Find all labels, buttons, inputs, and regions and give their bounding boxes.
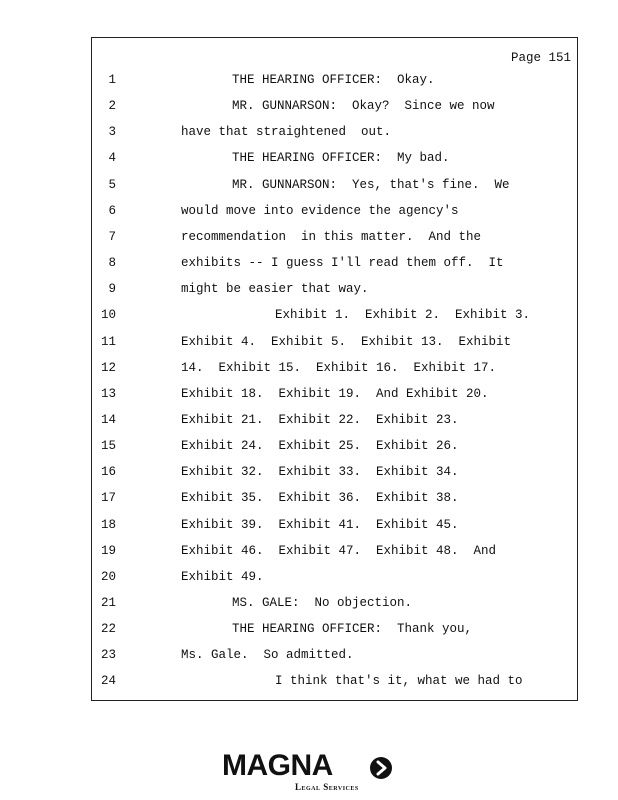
transcript-page	[91, 37, 578, 701]
transcript-line	[92, 125, 577, 143]
line-text: THE HEARING OFFICER: Thank you,	[232, 622, 473, 637]
transcript-line	[92, 151, 577, 169]
line-number: 23	[100, 648, 116, 663]
transcript-line	[92, 335, 577, 353]
line-text: might be easier that way.	[181, 282, 369, 297]
transcript-line	[92, 308, 577, 326]
magna-logo	[222, 750, 397, 794]
transcript-line	[92, 387, 577, 405]
transcript-line	[92, 518, 577, 536]
line-number: 15	[100, 439, 116, 454]
line-text: I think that's it, what we had to	[275, 674, 523, 689]
line-number: 22	[100, 622, 116, 637]
line-number: 24	[100, 674, 116, 689]
line-number: 20	[100, 569, 116, 584]
line-number: 8	[108, 256, 116, 271]
line-number: 16	[100, 465, 116, 480]
line-text: Exhibit 4. Exhibit 5. Exhibit 13. Exhibit	[181, 334, 512, 349]
transcript-line	[92, 178, 577, 196]
line-number: 1	[108, 73, 116, 87]
transcript-line	[92, 465, 577, 483]
transcript-line	[92, 73, 577, 91]
transcript-line	[92, 361, 577, 379]
transcript-line	[92, 674, 577, 692]
line-text: Ms. Gale. So admitted.	[181, 648, 354, 663]
line-number: 2	[108, 99, 116, 114]
page-number: Page 151	[510, 51, 571, 65]
line-number: 5	[108, 177, 116, 192]
line-number: 11	[100, 334, 116, 349]
line-number: 9	[108, 282, 116, 297]
line-text: Exhibit 24. Exhibit 25. Exhibit 26.	[181, 439, 459, 454]
line-text: Exhibit 35. Exhibit 36. Exhibit 38.	[181, 491, 459, 506]
chevron-circle-icon	[370, 757, 392, 779]
transcript-line	[92, 439, 577, 457]
line-number: 4	[108, 151, 116, 166]
transcript-line	[92, 282, 577, 300]
transcript-line	[92, 648, 577, 666]
transcript-line	[92, 622, 577, 640]
line-number: 12	[100, 360, 116, 375]
line-text: THE HEARING OFFICER: Okay.	[232, 73, 435, 87]
line-number: 7	[108, 229, 116, 244]
logo-subtitle: Legal Services	[295, 782, 359, 792]
line-text: would move into evidence the agency's	[181, 203, 459, 218]
line-number: 19	[100, 543, 116, 558]
line-number: 21	[100, 596, 116, 610]
transcript-line	[92, 256, 577, 274]
line-number: 17	[100, 491, 116, 506]
transcript-line	[92, 413, 577, 431]
line-number: 10	[100, 308, 116, 323]
line-text: recommendation in this matter. And the	[181, 229, 482, 244]
logo-wordmark: MAGNA	[222, 749, 333, 782]
line-text: THE HEARING OFFICER: My bad.	[232, 151, 450, 166]
line-number: 14	[100, 412, 116, 427]
line-text: Exhibit 49.	[181, 569, 264, 584]
line-text: Exhibit 46. Exhibit 47. Exhibit 48. And	[181, 543, 497, 558]
transcript-line	[92, 204, 577, 222]
transcript-line	[92, 544, 577, 562]
line-text: Exhibit 32. Exhibit 33. Exhibit 34.	[181, 465, 459, 480]
line-text: MR. GUNNARSON: Okay? Since we now	[232, 99, 495, 114]
line-text: 14. Exhibit 15. Exhibit 16. Exhibit 17.	[181, 360, 497, 375]
transcript-line	[92, 491, 577, 509]
transcript-line	[92, 99, 577, 117]
line-text: MS. GALE: No objection.	[232, 596, 413, 610]
line-text: exhibits -- I guess I'll read them off. It	[181, 256, 504, 271]
line-text: Exhibit 21. Exhibit 22. Exhibit 23.	[181, 412, 459, 427]
line-text: have that straightened out.	[181, 125, 392, 140]
line-text: Exhibit 18. Exhibit 19. And Exhibit 20.	[181, 386, 489, 401]
transcript-line	[92, 230, 577, 248]
line-text: Exhibit 1. Exhibit 2. Exhibit 3.	[275, 308, 531, 323]
line-text: MR. GUNNARSON: Yes, that's fine. We	[232, 177, 510, 192]
line-number: 18	[100, 517, 116, 532]
transcript-line	[92, 596, 577, 614]
line-text: Exhibit 39. Exhibit 41. Exhibit 45.	[181, 517, 459, 532]
line-number: 13	[100, 386, 116, 401]
line-number: 3	[108, 125, 116, 140]
line-number: 6	[108, 203, 116, 218]
transcript-line	[92, 570, 577, 588]
